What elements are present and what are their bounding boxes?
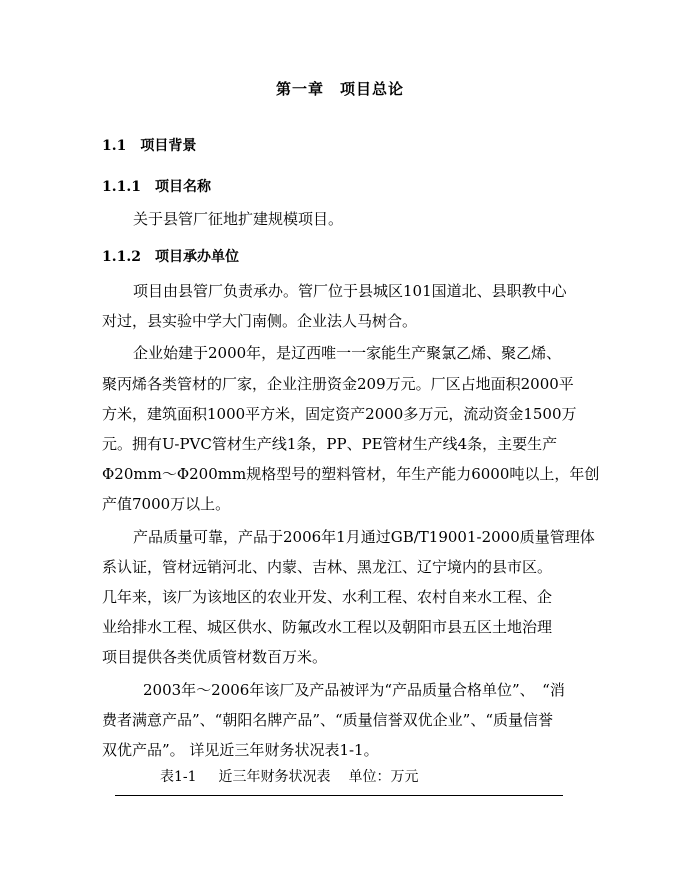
table-id: 表1-1 <box>160 769 197 785</box>
table-top-rule <box>115 795 563 796</box>
chapter-title: 第一章 项目总论 <box>275 80 404 98</box>
paragraph-line: 几年来，该厂为该地区的农业开发、水利工程、农村自来水工程、企 <box>102 588 553 606</box>
section-number: 1.1.2 <box>102 249 141 265</box>
table-title: 近三年财务状况表 <box>218 769 331 785</box>
paragraph-line: 产值7000万以上。 <box>102 495 231 513</box>
paragraph-line: 双优产品”。 详见近三年财务状况表1-1。 <box>102 741 379 759</box>
paragraph-line: 关于县管厂征地扩建规模项目。 <box>133 210 344 228</box>
section-heading-1-1-2 <box>102 246 239 266</box>
section-heading-1-1-1 <box>102 176 211 196</box>
paragraph-line: 聚丙烯各类管材的厂家，企业注册资金209万元。厂区占地面积2000平 <box>102 375 574 393</box>
paragraph-line: 系认证，管材远销河北、内蒙、吉林、黑龙江、辽宁境内的县市区。 <box>102 558 553 576</box>
table-unit: 单位：万元 <box>348 769 419 785</box>
paragraph-line: 项目提供各类优质管材数百万米。 <box>102 648 328 666</box>
paragraph-line: 费者满意产品”、“朝阳名牌产品”、“质量信誉双优企业”、“质量信誉 <box>102 711 554 729</box>
section-number: 1.1.1 <box>102 179 141 195</box>
paragraph-line: 元。拥有U-PVC管材生产线1条，PP、PE管材生产线4条，主要生产 <box>102 435 558 453</box>
paragraph-line: 对过，县实验中学大门南侧。企业法人马树合。 <box>102 312 418 330</box>
section-heading-1-1 <box>102 135 196 155</box>
paragraph-line: 方米，建筑面积1000平方米，固定资产2000多万元，流动资金1500万 <box>102 405 577 423</box>
table-caption <box>160 766 419 786</box>
paragraph-line: 项目由县管厂负责承办。管厂位于县城区101国道北、县职教中心 <box>133 282 567 300</box>
section-number: 1.1 <box>102 138 127 154</box>
section-title: 项目背景 <box>140 138 197 154</box>
section-title: 项目承办单位 <box>154 249 239 265</box>
paragraph-line: Φ20mm～Φ200mm规格型号的塑料管材，年生产能力6000吨以上，年创 <box>102 465 600 483</box>
paragraph-line: 2003年～2006年该厂及产品被评为“产品质量合格单位”、 “消 <box>143 681 565 699</box>
paragraph-line: 企业始建于2000年，是辽西唯一一家能生产聚氯乙烯、聚乙烯、 <box>133 344 562 362</box>
paragraph-line: 产品质量可靠，产品于2006年1月通过GB/T19001-2000质量管理体 <box>133 528 595 546</box>
section-title: 项目名称 <box>154 179 211 195</box>
paragraph-line: 业给排水工程、城区供水、防氟改水工程以及朝阳市县五区土地治理 <box>102 618 553 636</box>
